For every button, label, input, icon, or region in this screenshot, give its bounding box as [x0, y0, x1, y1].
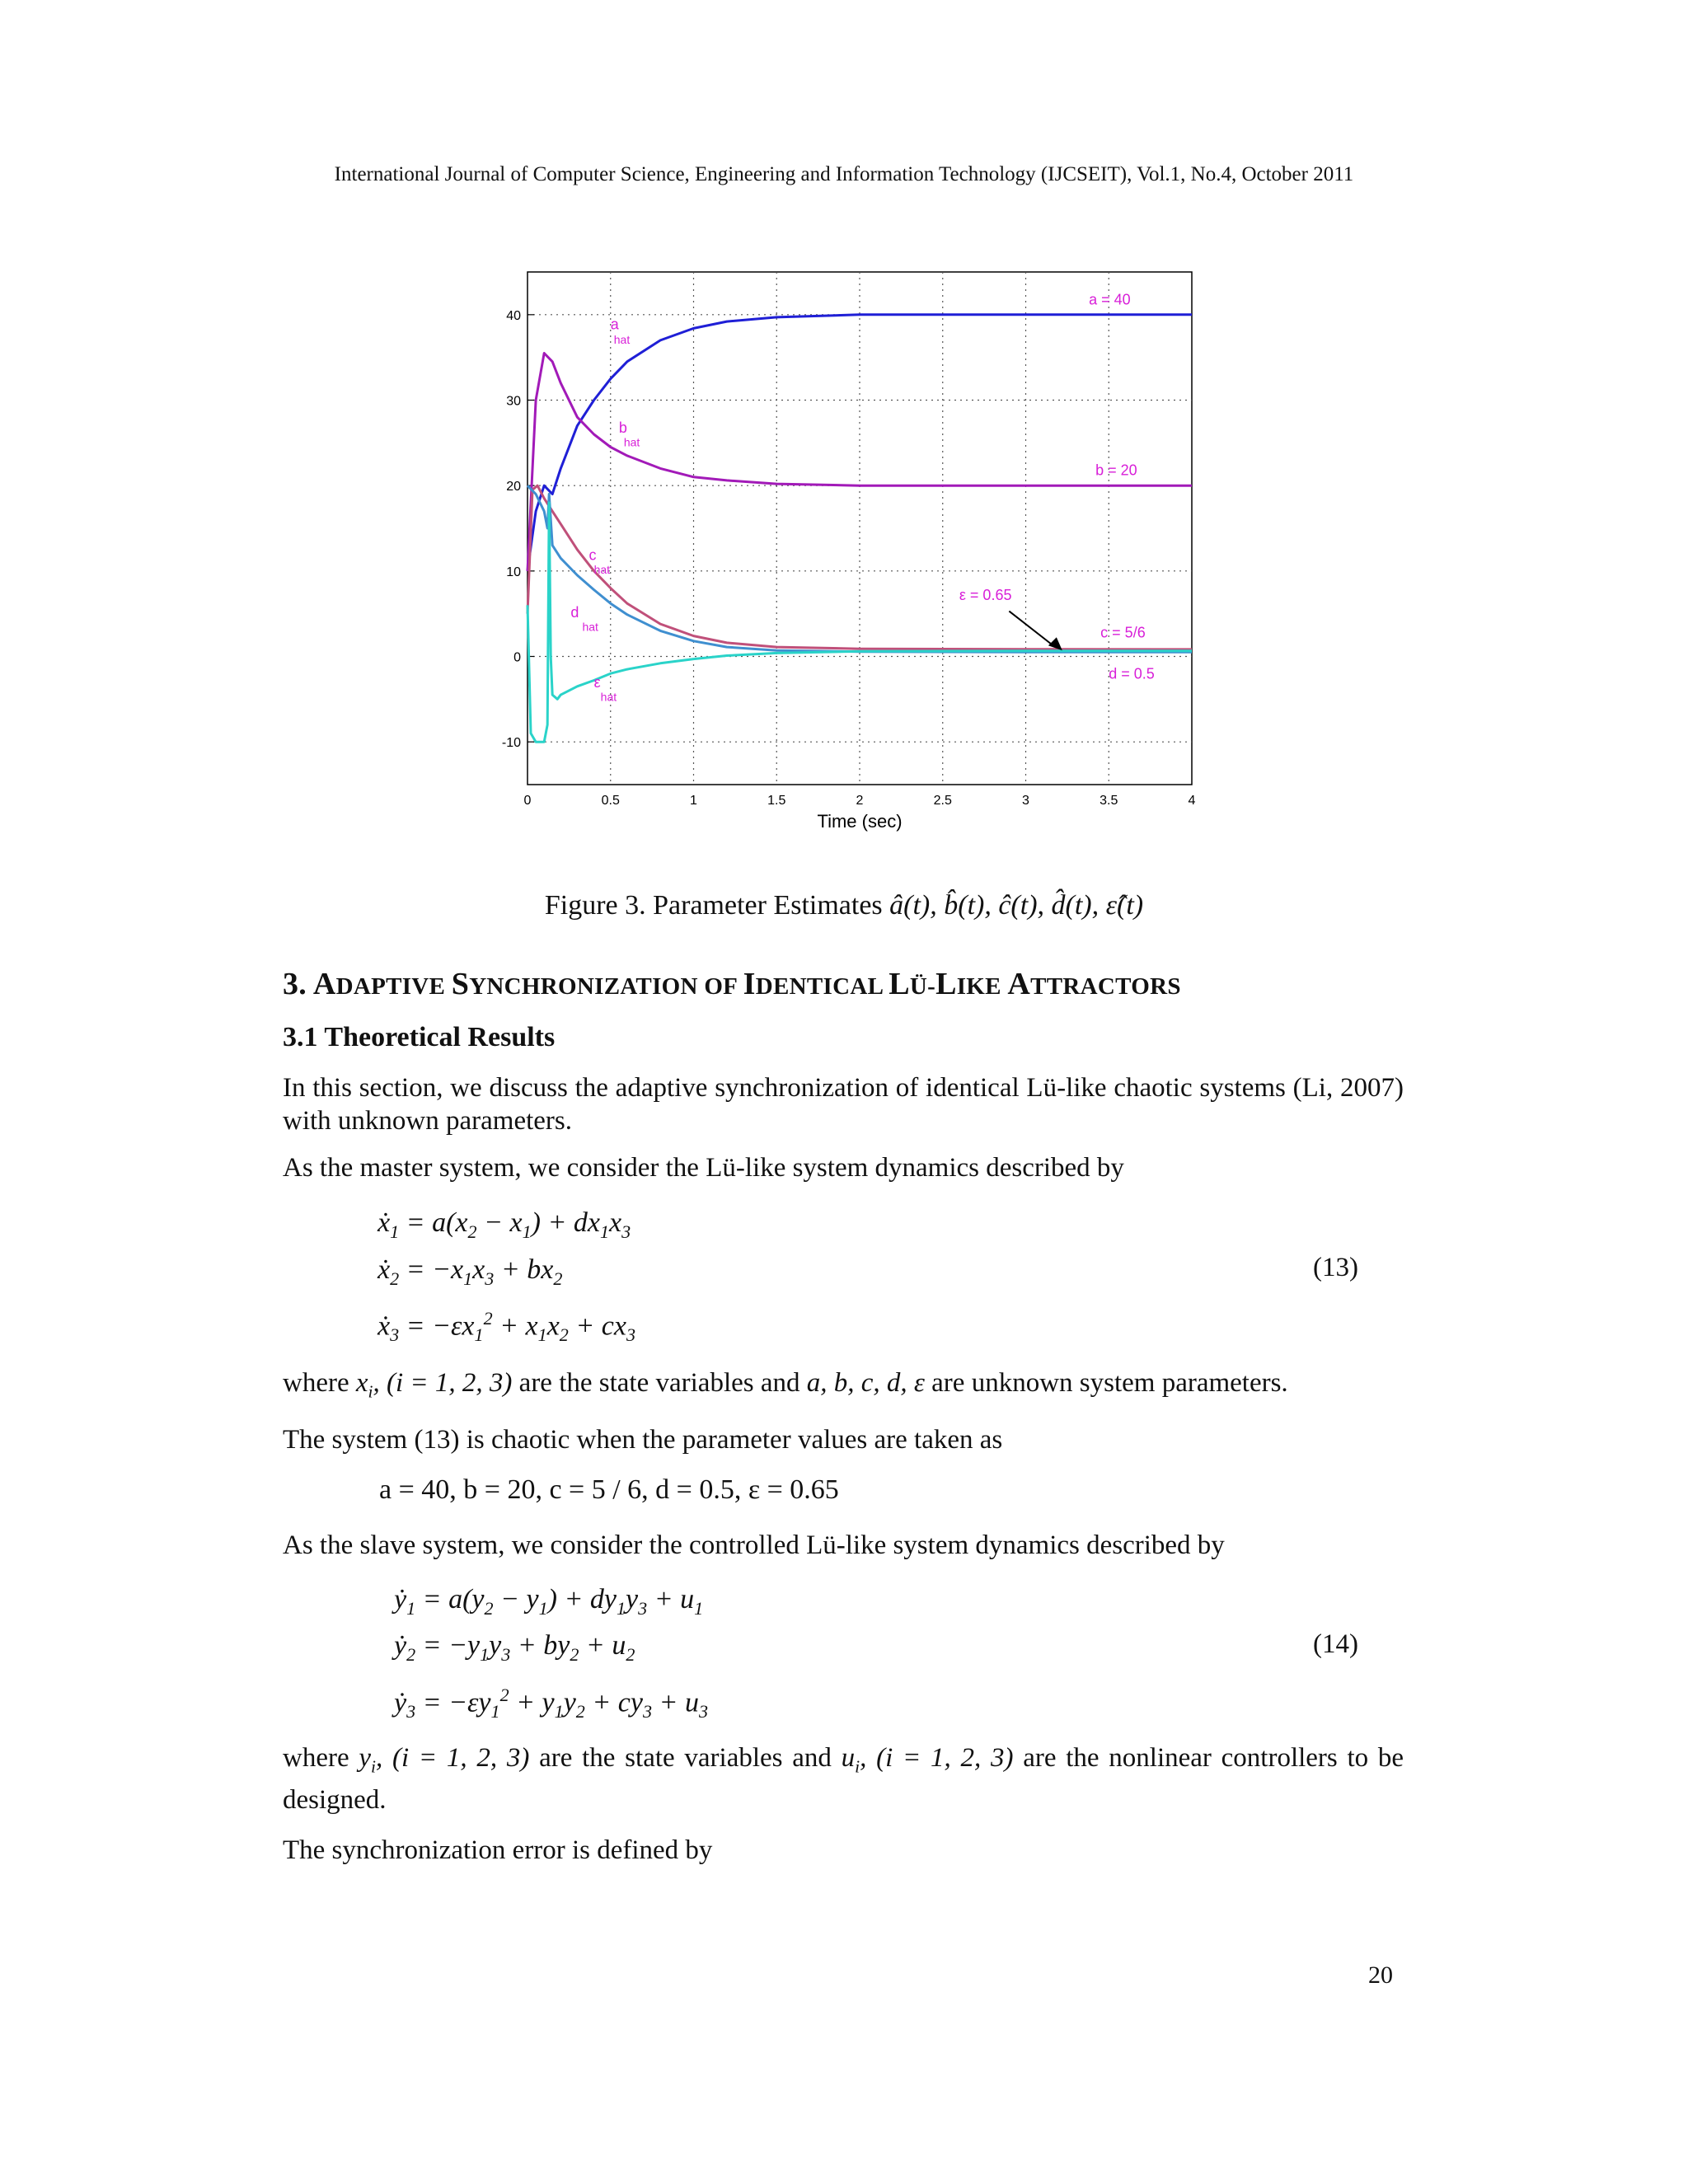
y-tick-label: 0	[513, 650, 521, 665]
x-tick-label: 0.5	[601, 794, 620, 808]
label-c-hat: c	[588, 546, 597, 564]
heading-small: DENTICAL	[755, 973, 889, 1000]
heading-small: DAPTIVE	[335, 973, 452, 1000]
figure-caption-text: Figure 3. Parameter Estimates	[544, 890, 883, 921]
text: are the state variables and	[539, 1743, 832, 1773]
y-tick-label: 40	[506, 308, 521, 323]
section-number: 3.	[283, 967, 307, 1001]
paragraph-chaotic: The system (13) is chaotic when the parameter values are taken as	[283, 1425, 1003, 1455]
x-tick-label: 1.5	[767, 794, 786, 808]
figure-caption	[0, 890, 1688, 921]
paragraph-error: The synchronization error is defined by	[283, 1835, 713, 1865]
x-tick-label: 1	[690, 794, 697, 808]
y-tick-label: 10	[506, 565, 521, 579]
x-tick-label: 0	[523, 794, 532, 808]
paragraph-master: As the master system, we consider the Lü-like system dynamics described by	[283, 1153, 1124, 1183]
paragraph-slave: As the slave system, we consider the controlled Lü-like system dynamics described by	[283, 1530, 1225, 1560]
heading-cap: A	[1007, 967, 1031, 1001]
text: where	[283, 1743, 349, 1773]
math-xi: $x_i$, (i = 1, 2, 3)	[355, 1368, 513, 1402]
label-c-hat-sub: hat	[593, 562, 611, 576]
text: where	[283, 1368, 349, 1398]
annotation-a-true: a = 40	[1089, 291, 1131, 308]
equation-14-line-1: ẏ$_1$ = $a(y_2 - y_1) + dy_1y_3 + u_1$	[394, 1584, 704, 1619]
annotation-d-true: d = 0.5	[1109, 665, 1155, 682]
x-tick-label: 3.5	[1100, 794, 1118, 808]
heading-cap: A	[312, 967, 336, 1001]
annotation-eps-true: ε = 0.65	[959, 587, 1012, 604]
equation-14-number: (14)	[1313, 1629, 1358, 1659]
equation-14-line-3: ẏ$_3$ = $-\varepsilon y_1^2 + y_1y_2 + cy_3 + u_3$	[394, 1685, 709, 1722]
label-eps-hat-sub: hat	[600, 690, 617, 704]
label-eps-hat: ε	[593, 673, 601, 691]
heading-small: Ü-	[909, 973, 936, 1000]
label-b-hat: b	[618, 419, 627, 436]
section-heading	[283, 966, 1181, 1002]
label-b-hat-sub: hat	[623, 435, 640, 449]
text: are the nonlinear controllers to be designed.	[283, 1743, 1404, 1815]
x-tick-label: 4	[1188, 794, 1196, 808]
heading-small: YNCHRONIZATION OF	[469, 973, 743, 1000]
y-tick-label: -10	[501, 736, 521, 751]
x-tick-label: 2	[856, 794, 864, 808]
figure-caption-math: â(t), b̂(t), ĉ(t), d̂(t), ε̂(t)	[889, 890, 1144, 921]
x-axis-label: Time (sec)	[817, 811, 903, 832]
equation-13-line-1: ẋ$_1$ = $a(x_2 - x_1) + dx_1x_3$	[377, 1207, 631, 1242]
parameter-estimates-chart	[462, 264, 1203, 857]
equation-13-line-2: ẋ$_2$ = $-x_1x_3 + bx_2$	[377, 1254, 563, 1289]
paragraph-state-vars	[283, 1366, 1404, 1408]
subsection-heading: 3.1 Theoretical Results	[283, 1022, 556, 1052]
equation-13-line-3: ẋ$_3$ = $-\varepsilon x_1^2 + x_1x_2 + cx_3$	[377, 1308, 636, 1346]
y-tick-label: 20	[506, 480, 521, 494]
paragraph-intro: In this section, we discuss the adaptive synchronization of identical Lü-like chaotic systems (Li, 2007) with unknown parameters.	[283, 1073, 1404, 1136]
heading-cap: S	[451, 967, 470, 1001]
x-tick-label: 2.5	[933, 794, 952, 808]
annotation-c-true: c = 5/6	[1100, 624, 1146, 641]
y-tick-label: 30	[506, 394, 521, 409]
label-a-hat-sub: hat	[613, 333, 631, 347]
math-params: a, b, c, d, ε	[806, 1368, 925, 1398]
heading-small: IKE	[956, 973, 1008, 1000]
heading-cap: I	[743, 967, 756, 1001]
label-d-hat: d	[570, 603, 579, 621]
math-yi: $y_i$, (i = 1, 2, 3)	[359, 1743, 530, 1777]
label-d-hat-sub: hat	[582, 620, 598, 634]
math-ui: $u_i$, (i = 1, 2, 3)	[841, 1743, 1014, 1777]
label-a-hat: a	[610, 316, 619, 333]
annotation-b-true: b = 20	[1095, 462, 1137, 479]
text: are unknown system parameters.	[931, 1368, 1288, 1398]
heading-cap: L	[935, 967, 957, 1001]
plot-area	[528, 272, 1192, 785]
paragraph-controllers	[283, 1741, 1404, 1816]
equation-13-number: (13)	[1313, 1253, 1358, 1282]
heading-small: TTRACTORS	[1030, 973, 1181, 1000]
text: are the state variables and	[518, 1368, 800, 1398]
page-number: 20	[1368, 1961, 1393, 1989]
heading-cap: L	[889, 967, 910, 1001]
x-tick-label: 3	[1022, 794, 1029, 808]
parameter-values: a = 40, b = 20, c = 5 / 6, d = 0.5, ε = 0.65	[379, 1474, 839, 1505]
equation-14-line-2: ẏ$_2$ = $-y_1y_3 + by_2 + u_2$	[394, 1630, 635, 1665]
journal-header: International Journal of Computer Science, Engineering and Information Technology (IJCSEIT), Vol.1, No.4, October 2011	[334, 163, 1354, 185]
